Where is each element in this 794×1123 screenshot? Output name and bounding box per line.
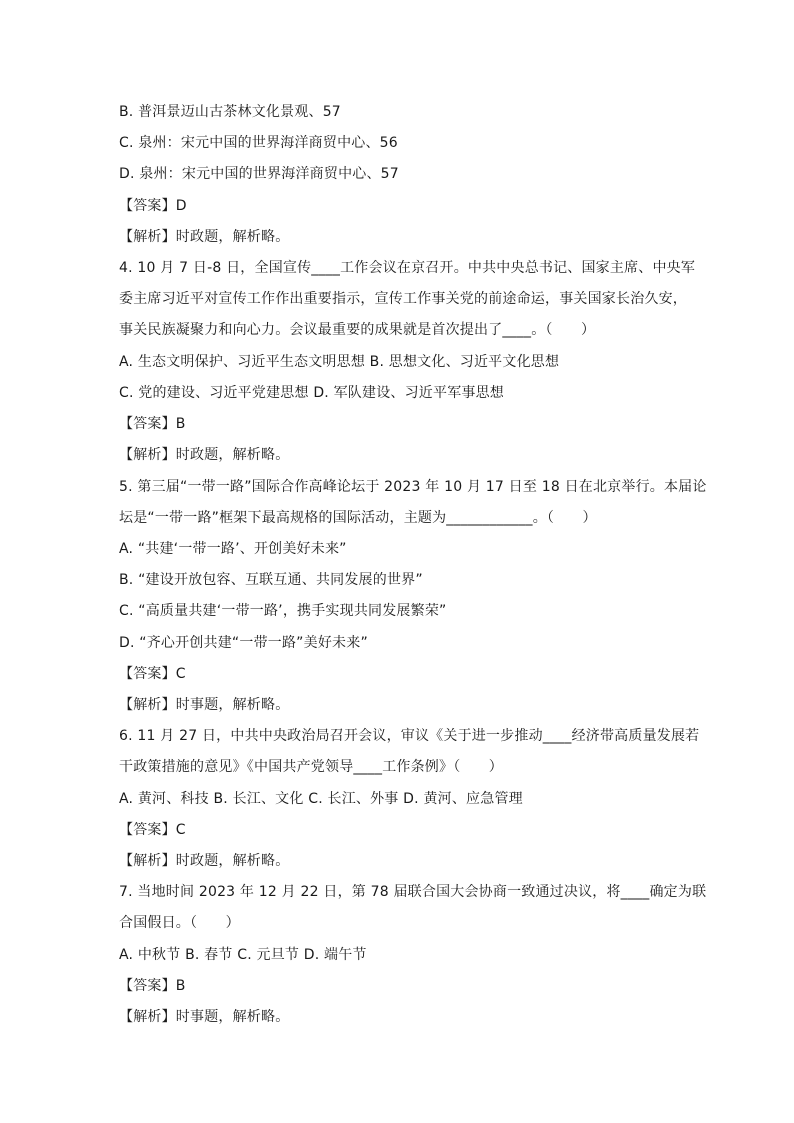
options-q7: A. 中秋节 B. 春节 C. 元旦节 D. 端午节 — [119, 947, 367, 963]
option-d-q5: D. “齐心开创共建“一带一路”美好未来” — [119, 635, 368, 651]
options-q6: A. 黄河、科技 B. 长江、文化 C. 长江、外事 D. 黄河、应急管理 — [119, 791, 523, 807]
option-c-q3: C. 泉州：宋元中国的世界海洋商贸中心、56 — [119, 135, 398, 151]
answer-q6: 【答案】C — [119, 822, 186, 838]
analysis-q7: 【解析】时事题，解析略。 — [119, 1009, 290, 1025]
analysis-q4: 【解析】时政题，解析略。 — [119, 447, 290, 463]
answer-q7: 【答案】B — [119, 978, 186, 994]
answer-q3: 【答案】D — [119, 198, 187, 214]
question-5-line-2: 坛是“一带一路”框架下最高规格的国际活动，主题为____________。（ ） — [119, 510, 597, 526]
answer-q5: 【答案】C — [119, 666, 186, 682]
option-a-q5: A. “共建‘一带一路’、开创美好未来” — [119, 541, 347, 557]
question-4-line-3: 事关民族凝聚力和向心力。会议最重要的成果就是首次提出了____。（ ） — [119, 322, 596, 338]
option-c-q5: C. “高质量共建‘一带一路’，携手实现共同发展繁荣” — [119, 603, 447, 619]
question-4-line-2: 委主席习近平对宣传工作作出重要指示，宣传工作事关党的前途命运，事关国家长治久安， — [119, 291, 687, 307]
option-b-q3: B. 普洱景迈山古茶林文化景观、57 — [119, 104, 341, 120]
option-d-q3: D. 泉州：宋元中国的世界海洋商贸中心、57 — [119, 166, 399, 182]
question-4-line-1: 4. 10 月 7 日-8 日，全国宣传____工作会议在京召开。中共中央总书记、国家主席、中央军 — [119, 260, 696, 276]
question-6-line-1: 6. 11 月 27 日，中共中央政治局召开会议，审议《关于进一步推动____经济带高质量发展若 — [119, 728, 700, 744]
analysis-q6: 【解析】时政题，解析略。 — [119, 853, 290, 869]
options-q4-cd: C. 党的建设、习近平党建思想 D. 军队建设、习近平军事思想 — [119, 385, 505, 401]
question-7-line-2: 合国假日。（ ） — [119, 915, 240, 931]
analysis-q5: 【解析】时事题，解析略。 — [119, 697, 290, 713]
question-6-line-2: 干政策措施的意见》《中国共产党领导____工作条例》（ ） — [119, 759, 503, 775]
answer-q4: 【答案】B — [119, 416, 186, 432]
question-7-line-1: 7. 当地时间 2023 年 12 月 22 日，第 78 届联合国大会协商一致通过决议，将____确定为联 — [119, 884, 707, 900]
analysis-q3: 【解析】时政题，解析略。 — [119, 229, 290, 245]
options-q4-ab: A. 生态文明保护、习近平生态文明思想 B. 思想文化、习近平文化思想 — [119, 354, 560, 370]
option-b-q5: B. “建设开放包容、互联互通、共同发展的世界” — [119, 572, 423, 588]
question-5-line-1: 5. 第三届“一带一路”国际合作高峰论坛于 2023 年 10 月 17 日至 18 日在北京举行。本届论 — [119, 479, 707, 495]
